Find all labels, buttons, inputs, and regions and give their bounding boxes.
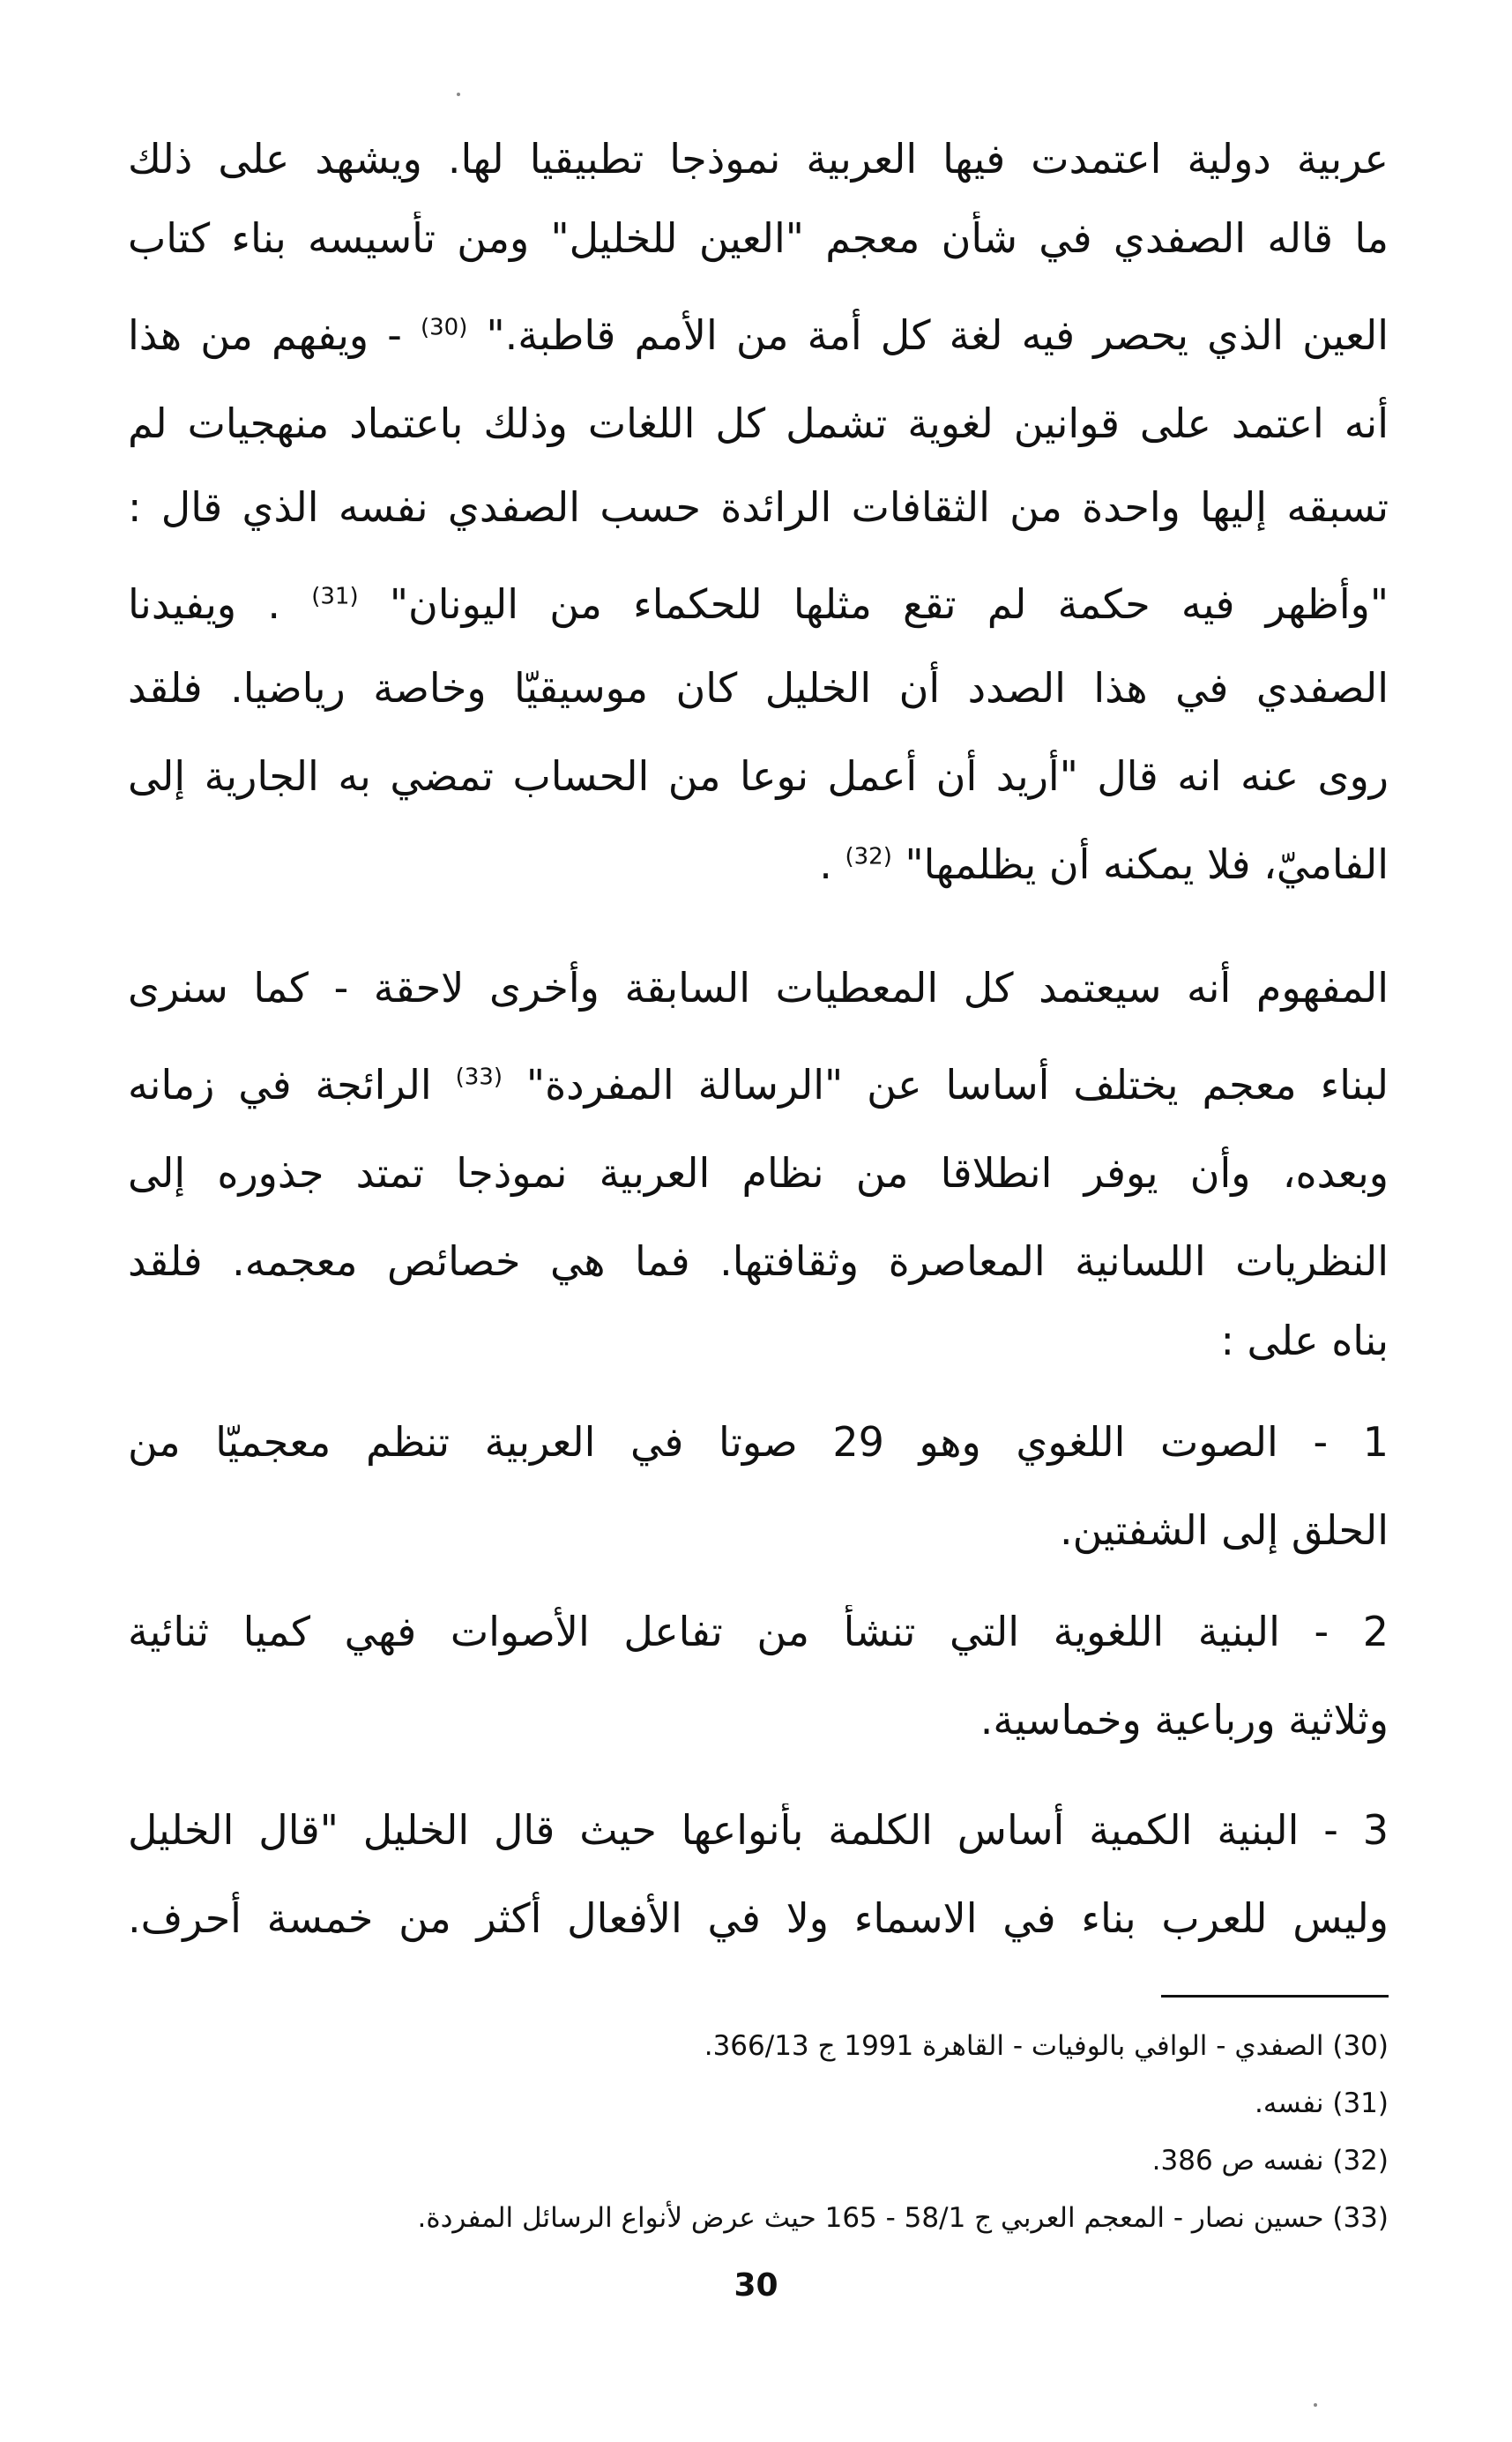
body-text: لبناء معجم يختلف أساسا عن "الرسالة المفردة" <box>525 1061 1389 1109</box>
body-text: . <box>819 840 832 888</box>
footnote: (30) الصفدي - الوافي بالوفيات - القاهرة 1991 ج 366/13. <box>704 2030 1389 2062</box>
list-item-line: وليس للعرب بناء في الاسماء ولا في الأفعال أكثر من خمسة أحرف. <box>128 1894 1389 1942</box>
body-text: . ويفيدنا <box>128 580 280 628</box>
body-text: - ويفهم من هذا <box>128 311 402 359</box>
list-item-line: 3 - البنية الكمية أساس الكلمة بأنواعها حيث قال الخليل "قال الخليل <box>128 1806 1389 1854</box>
scan-speck <box>457 93 460 96</box>
body-line: روى عنه انه قال "أريد أن أعمل نوعا من الحساب تمضي به الجارية إلى <box>128 752 1389 800</box>
footnote-ref: (30) <box>420 314 468 341</box>
body-line: ما قاله الصفدي في شأن معجم "العين للخليل" ومن تأسيسه بناء كتاب <box>128 214 1389 262</box>
page-number: 30 <box>734 2267 778 2304</box>
footnote: (33) حسين نصار - المعجم العربي ج 58/1 - 165 حيث عرض لأنواع الرسائل المفردة. <box>417 2202 1389 2234</box>
footnote-ref: (32) <box>845 843 892 870</box>
list-item-line: 1 - الصوت اللغوي وهو 29 صوتا في العربية تنظم معجميّا من <box>128 1418 1389 1466</box>
body-line: وبعده، وأن يوفر انطلاقا من نظام العربية نموذجا تمتد جذوره إلى <box>128 1149 1389 1197</box>
body-line: المفهوم أنه سيعتمد كل المعطيات السابقة وأخرى لاحقة - كما سنرى <box>128 964 1389 1012</box>
list-item-line: الحلق إلى الشفتين. <box>1060 1506 1389 1554</box>
footnote-ref: (33) <box>455 1064 503 1091</box>
list-item-line: 2 - البنية اللغوية التي تنشأ من تفاعل الأصوات فهي كميا ثنائية <box>128 1608 1389 1655</box>
body-line: الصفدي في هذا الصدد أن الخليل كان موسيقيّا وخاصة رياضيا. فلقد <box>128 664 1389 712</box>
body-text: العين الذي يحصر فيه لغة كل أمة من الأمم قاطبة." <box>486 311 1389 359</box>
body-text: "وأظهر فيه حكمة لم تقع مثلها للحكماء من اليونان" <box>389 580 1389 628</box>
body-line <box>128 1058 1389 1111</box>
footnote: (31) نفسه. <box>1255 2087 1389 2119</box>
footnote-ref: (31) <box>311 583 359 610</box>
body-text: الرائجة في زمانه <box>128 1061 432 1109</box>
body-line: عربية دولية اعتمدت فيها العربية نموذجا تطبيقيا لها. ويشهد على ذلك <box>128 135 1389 183</box>
scan-speck <box>1314 2403 1317 2407</box>
body-line: بناه على : <box>1220 1317 1389 1364</box>
footnote-divider <box>1161 1995 1389 1998</box>
body-line <box>128 309 1389 362</box>
body-line <box>128 838 1389 891</box>
list-item-line: وثلاثية ورباعية وخماسية. <box>979 1696 1389 1744</box>
body-text: الفاميّ، فلا يمكنه أن يظلمها" <box>905 840 1389 888</box>
body-line: أنه اعتمد على قوانين لغوية تشمل كل اللغات وذلك باعتماد منهجيات لم <box>128 400 1389 447</box>
body-line: النظريات اللسانية المعاصرة وثقافتها. فما هي خصائص معجمه. فلقد <box>128 1237 1389 1285</box>
body-line <box>128 578 1389 631</box>
body-line: تسبقه إليها واحدة من الثقافات الرائدة حسب الصفدي نفسه الذي قال : <box>128 483 1389 531</box>
footnote: (32) نفسه ص 386. <box>1151 2145 1389 2177</box>
